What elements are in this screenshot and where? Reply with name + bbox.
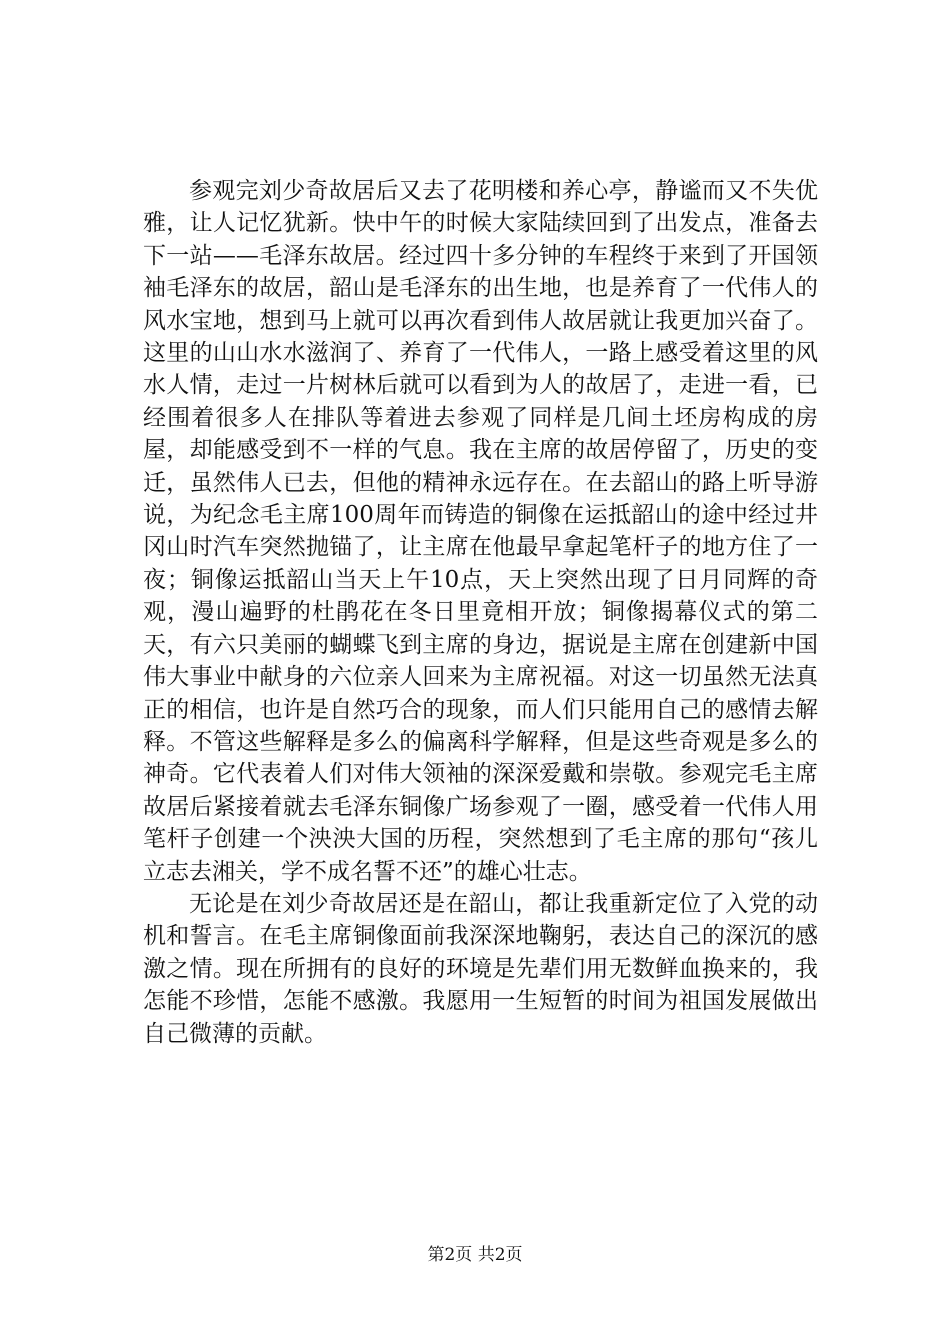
paragraph-1: 参观完刘少奇故居后又去了花明楼和养心亭，静谧而又不失优雅，让人记忆犹新。快中午的时候大家陆续回到了出发点，准备去下一站——毛泽东故居。经过四十多分钟的车程终于来到了开国领袖毛泽东的故居，韶山是毛泽东的出生地，也是养育了一代伟人的风水宝地，想到马上就可以再次看到伟人故居就让我更加兴奋了。这里的山山水水滋润了、养育了一代伟人，一路上感受着这里的风水人情，走过一片树林后就可以看到为人的故居了，走进一看，已经围着很多人在排队等着进去参观了同样是几间土坯房构成的房屋，却能感受到不一样的气息。我在主席的故居停留了，历史的变迁，虽然伟人已去，但他的精神永远存在。在去韶山的路上听导游说，为纪念毛主席100周年而铸造的铜像在运抵韶山的途中经过井冈山时汽车突然抛锚了，让主席在他最早拿起笔杆子的地方住了一夜；铜像运抵韶山当天上午10点，天上突然出现了日月同辉的奇观，漫山遍野的杜鹃花在冬日里竟相开放；铜像揭幕仪式的第二天，有六只美丽的蝴蝶飞到主席的身边，据说是主席在创建新中国伟大事业中献身的六位亲人回来为主席祝福。对这一切虽然无法真正的相信，也许是自然巧合的现象，而人们只能用自己的感情去解释。不管这些解释是多么的偏离科学解释，但是这些奇观是多么的神奇。它代表着人们对伟大领袖的深深爱戴和崇敬。参观完毛主席故居后紧接着就去毛泽东铜像广场参观了一圈，感受着一代伟人用笔杆子创建一个泱泱大国的历程，突然想到了毛主席的那句“孩儿立志去湘关，学不成名誓不还”的雄心壮志。 [143,178,818,885]
paragraph-2: 无论是在刘少奇故居还是在韶山，都让我重新定位了入党的动机和誓言。在毛主席铜像面前我深深地鞠躬，表达自己的深沉的感激之情。现在所拥有的良好的环境是先辈们用无数鲜血换来的，我怎能不珍惜，怎能不感激。我愿用一生短暂的时间为祖国发展做出自己微薄的贡献。 [143,890,818,1047]
page-number-footer: 第2页 共2页 [427,1245,523,1265]
document-body [143,175,818,1050]
